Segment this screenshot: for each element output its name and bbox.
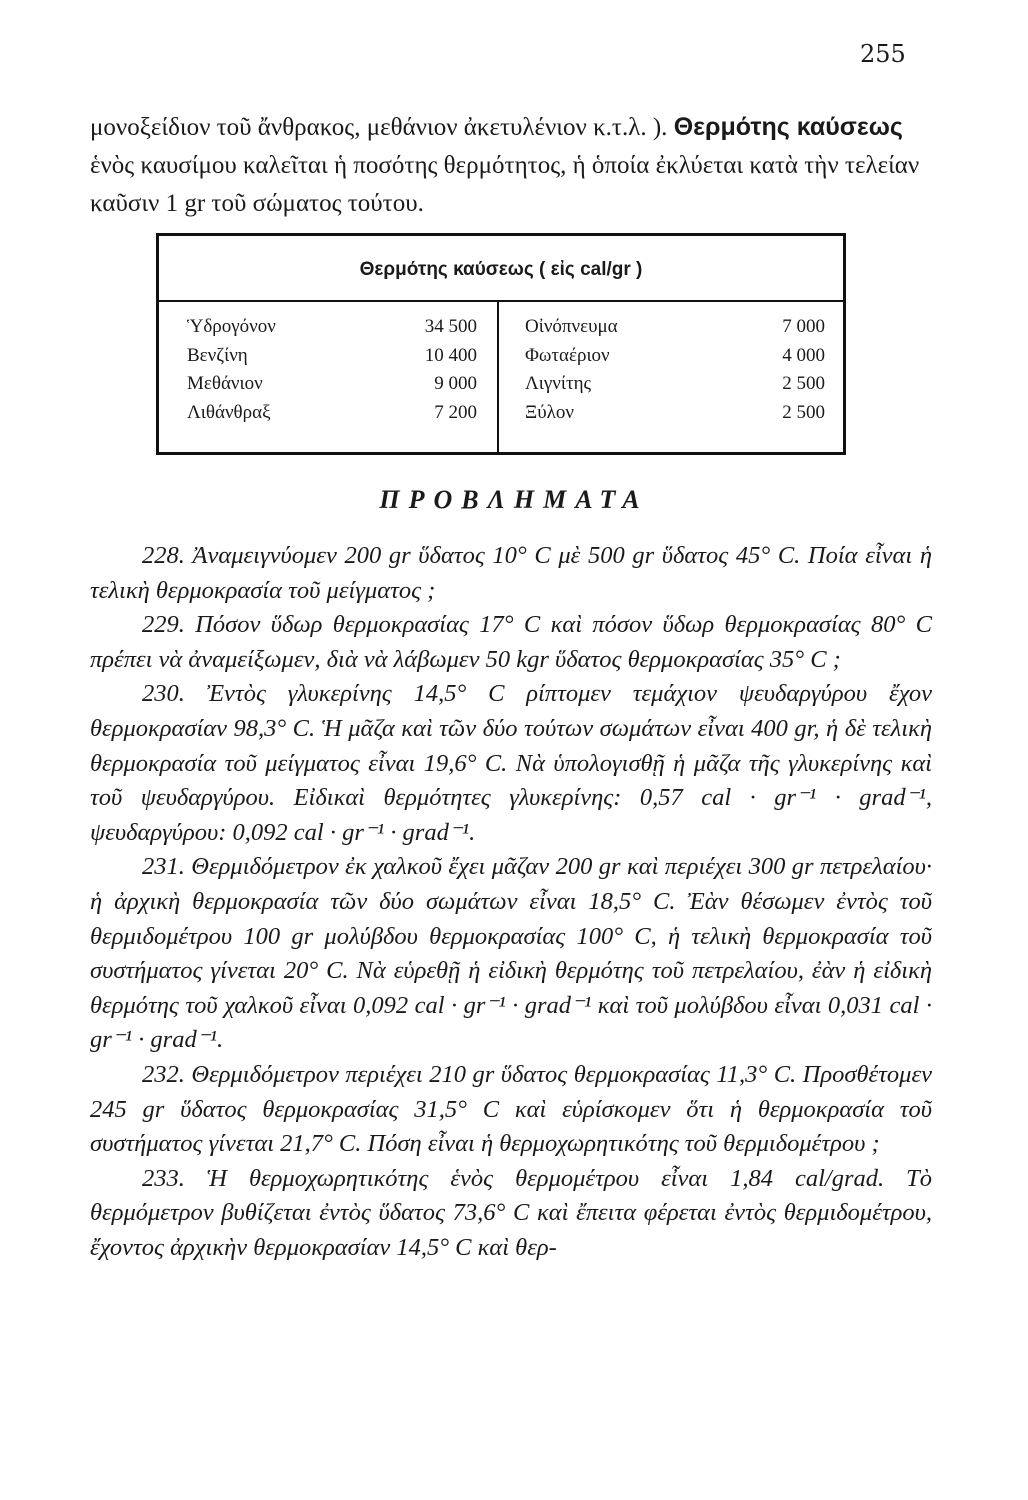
fuel-name: Ξύλον	[525, 401, 574, 423]
table-row	[525, 345, 825, 374]
table-divider	[497, 302, 499, 454]
fuel-value: 2 500	[782, 373, 825, 394]
fuel-name: Βενζίνη	[187, 344, 248, 366]
fuel-value: 2 500	[782, 401, 825, 423]
heat-of-combustion-table	[156, 233, 846, 455]
fuel-value: 10 400	[424, 344, 477, 366]
problems-list	[90, 539, 932, 1265]
table-row	[525, 316, 825, 345]
fuel-name: Λιγνίτης	[525, 373, 592, 394]
table-row	[525, 402, 825, 431]
fuel-name: Ὑδρογόνον	[187, 316, 276, 337]
table-row	[187, 402, 487, 431]
table-row	[187, 345, 487, 374]
fuel-name: Οἰνόπνευμα	[525, 316, 618, 337]
fuel-value: 7 000	[782, 316, 825, 337]
problem-232: 232. Θερμιδόμετρον περιέχει 210 gr ὕδατος θερμοκρασίας 11,3° C. Προσθέτομεν 245 gr ὕδατος θερμοκρασίας 31,5° C καὶ εὑρίσκομεν ὅτι ἡ θερμοκρασία τοῦ συστήματος γίνεται 21,7° C. Πόση εἶναι ἡ θερμοχωρητικότης τοῦ θερμιδομέτρου ;	[90, 1060, 932, 1158]
page-number: 255	[860, 40, 906, 68]
table-row	[525, 373, 825, 402]
fuel-name: Μεθάνιον	[187, 373, 263, 394]
table-caption: Θερμότης καύσεως ( εἰς cal/gr )	[159, 236, 843, 302]
fuel-name: Λιθάνθραξ	[187, 401, 271, 423]
fuel-value: 4 000	[782, 344, 825, 366]
table-row	[187, 373, 487, 402]
problem-229: 229. Πόσον ὕδωρ θερμοκρασίας 17° C καὶ πόσον ὕδωρ θερμοκρασίας 80° C πρέπει νὰ ἀναμείξωμεν, διὰ νὰ λάβωμεν 50 kgr ὕδατος θερμοκρασίας 35° C ;	[90, 611, 932, 673]
table-right-column	[525, 316, 825, 430]
fuel-value: 34 500	[424, 316, 477, 337]
problems-heading: ΠΡΟΒΛΗΜΑΤΑ	[379, 485, 649, 514]
intro-paragraph	[90, 108, 930, 223]
fuel-value: 7 200	[434, 401, 477, 423]
table-row	[187, 316, 487, 345]
problem-233: 233. Ἡ θερμοχωρητικότης ἑνὸς θερμομέτρου εἶναι 1,84 cal/grad. Τὸ θερμόμετρον βυθίζεται ἐντὸς ὕδατος 73,6° C καὶ ἔπειτα φέρεται ἐντὸς θερμιδομέτρου, ἔχοντος ἀρχικὴν θερμοκρασίαν 14,5° C καὶ θερ-	[90, 1164, 932, 1261]
table-body	[159, 302, 843, 454]
problem-228: 228. Ἀναμειγνύομεν 200 gr ὕδατος 10° C μὲ 500 gr ὕδατος 45° C. Ποία εἶναι ἡ τελικὴ θερμοκρασία τοῦ μείγματος ;	[90, 542, 933, 604]
problem-230: 230. Ἐντὸς γλυκερίνης 14,5° C ρίπτομεν τεμάχιον ψευδαργύρου ἔχον θερμοκρασίαν 98,3° C. Ἡ μᾶζα καὶ τῶν δύο τούτων σωμάτων εἶναι 400 gr, ἡ δὲ τελικὴ θερμοκρασία τοῦ μείγματος εἶναι 19,6° C. Νὰ ὑπολογισθῇ ἡ μᾶζα τῆς γλυκερίνης καὶ τοῦ ψευδαργύρου. Εἰδικαὶ θερμότητες γλυκερίνης: 0,57 cal · gr⁻¹ · grad⁻¹, ψευδαργύρου: 0,092 cal · gr⁻¹ · grad⁻¹.	[90, 680, 932, 846]
heat-of-combustion-term: Θερμότης καύσεως	[673, 113, 903, 141]
intro-text-after: ἑνὸς καυσίμου καλεῖται ἡ ποσότης θερμότητος, ἡ ὁποία ἐκλύεται κατὰ τὴν τελείαν καῦσιν 1 gr τοῦ σώματος τούτου.	[90, 152, 920, 217]
intro-text-before: μονοξείδιον τοῦ ἄνθρακος, μεθάνιον ἀκετυλένιον κ.τ.λ. ).	[90, 114, 668, 141]
fuel-name: Φωταέριον	[525, 344, 610, 366]
table-left-column	[187, 316, 487, 430]
problem-231: 231. Θερμιδόμετρον ἐκ χαλκοῦ ἔχει μᾶζαν 200 gr καὶ περιέχει 300 gr πετρελαίου· ἡ ἀρχικὴ θερμοκρασία τῶν δύο σωμάτων εἶναι 18,5° C. Ἐὰν θέσωμεν ἐντὸς τοῦ θερμιδομέτρου 100 gr μολύβδου θερμοκρασίας 100° C, ἡ τελικὴ θερμοκρασία τοῦ συστήματος γίνεται 20° C. Νὰ εὑρεθῇ ἡ εἰδικὴ θερμότης τοῦ πετρελαίου, ἐὰν ἡ εἰδικὴ θερμότης τοῦ χαλκοῦ εἶναι 0,092 cal · gr⁻¹ · grad⁻¹ καὶ τοῦ μολύβδου εἶναι 0,031 cal · gr⁻¹ · grad⁻¹.	[90, 853, 932, 1054]
fuel-value: 9 000	[434, 373, 477, 394]
